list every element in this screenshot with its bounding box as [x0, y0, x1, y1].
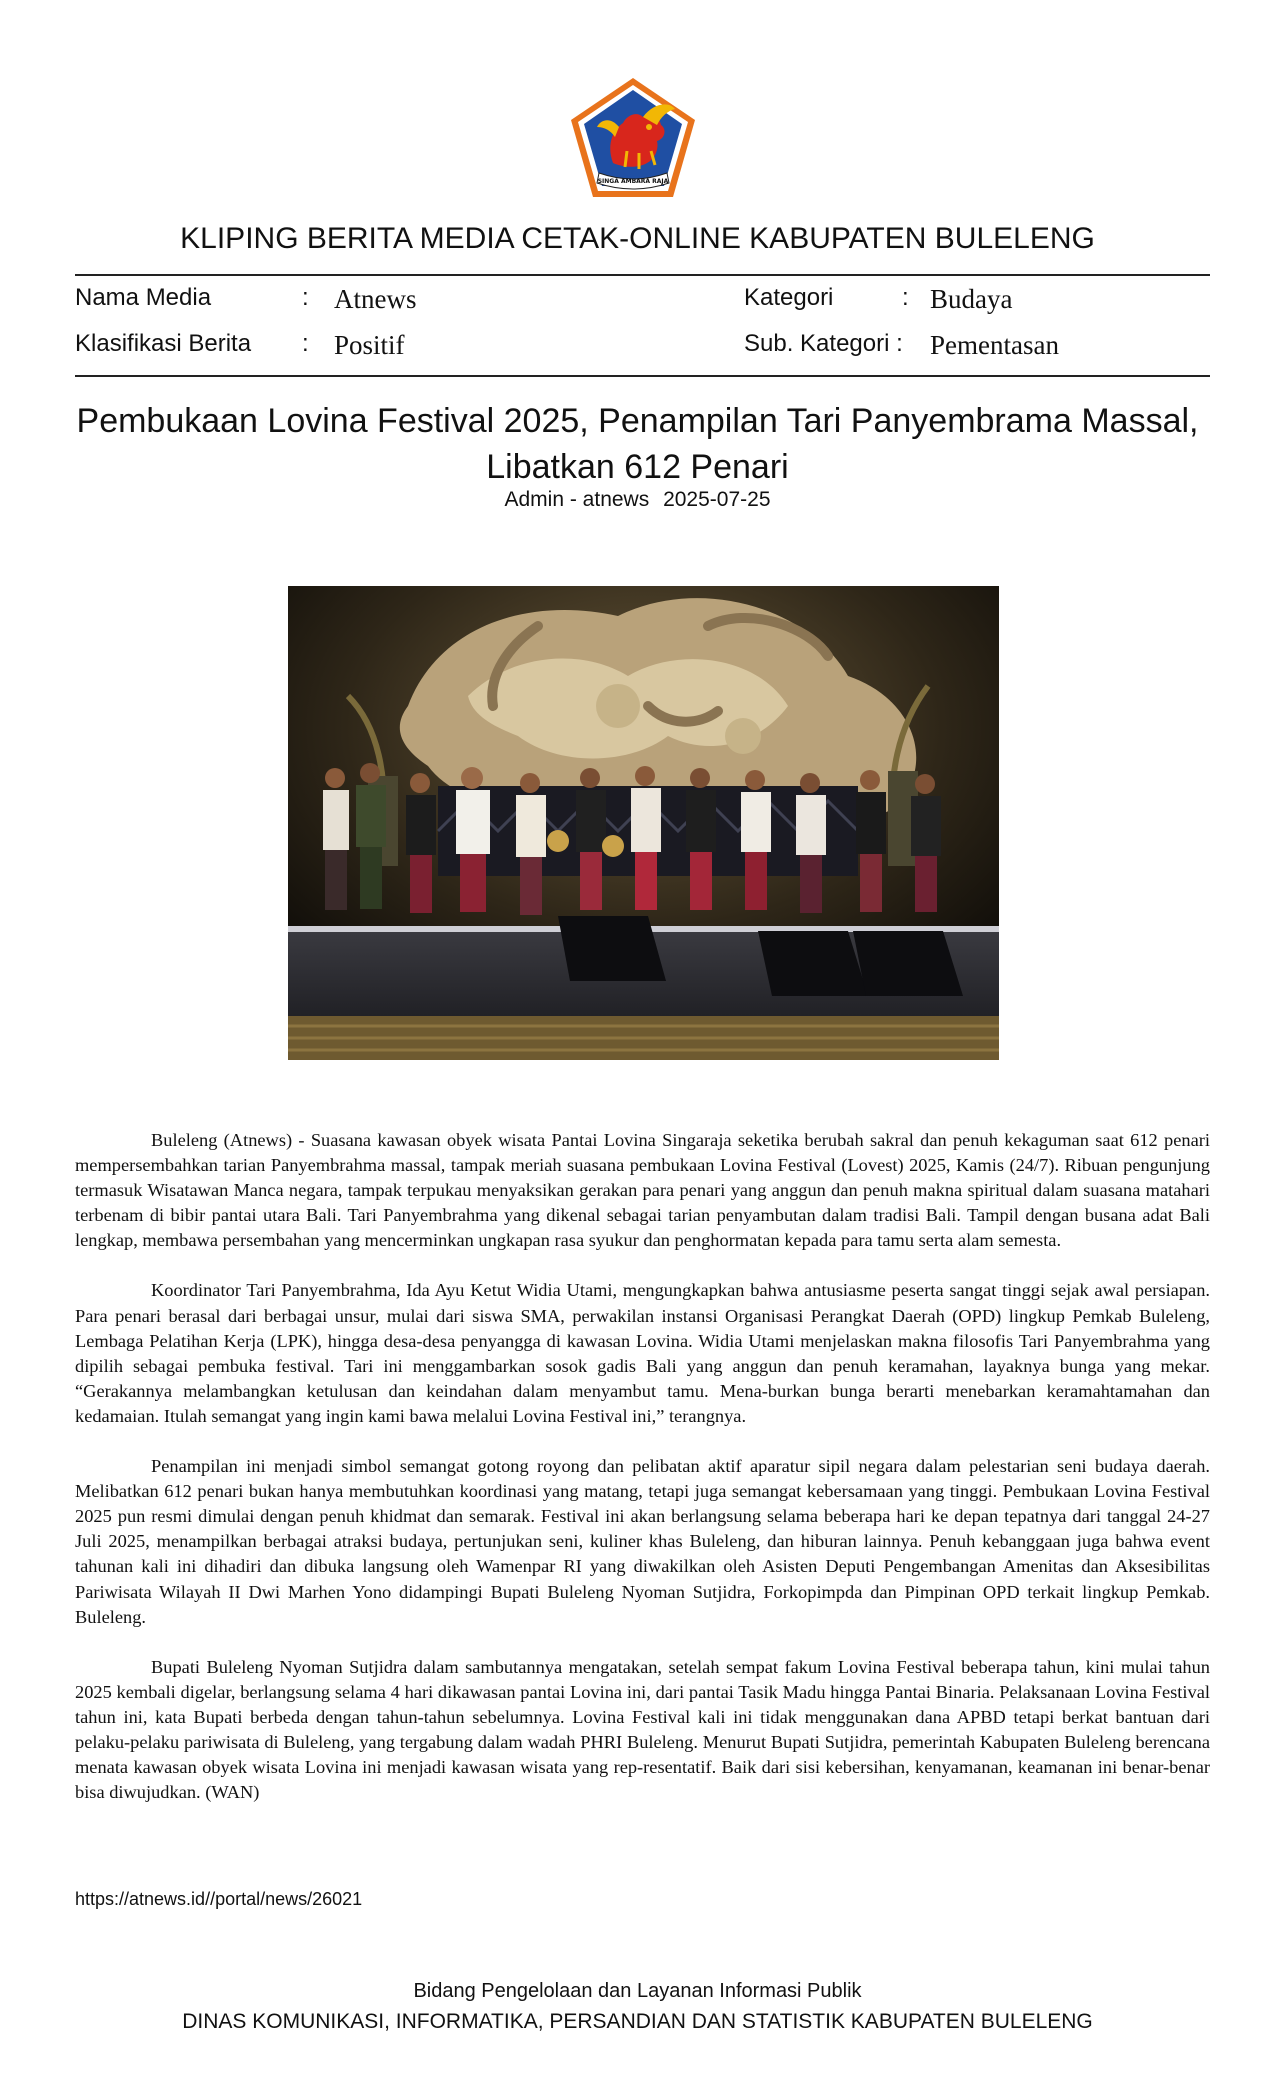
footer-agency: DINAS KOMUNIKASI, INFORMATIKA, PERSANDIAN DAN STATISTIK KABUPATEN BULELENG	[182, 2010, 1093, 2033]
buleleng-logo-icon	[567, 75, 699, 201]
divider-top	[75, 274, 1210, 276]
article-paragraph: Koordinator Tari Panyembrahma, Ida Ayu Ketut Widia Utami, mengungkapkan bahwa antusiasme peserta sangat tinggi sejak awal persiapan. Para penari berasal dari berbagai unsur, mulai dari siswa SMA, perwakilan instansi Organisasi Perangkat Daerah (OPD) lingkup Pemkab Buleleng, Lembaga Pelatihan Kerja (LPK), hingga desa-desa penyangga di kawasan Lovina. Widia Utami menjelaskan makna filosofis Tari Panyembrahma yang dipilih sebagai pembuka festival. Tari ini menggambarkan sosok gadis Bali yang anggun dan penuh keramahan, layaknya bunga yang mekar. “Gerakannya melambangkan ketulusan dan keindahan dalam menyambut tamu. Mena-burkan bunga berarti menebarkan keramahtamahan dan kedamaian. Itulah semangat yang ingin kami bawa melalui Lovina Festival ini,” terangnya.	[75, 1280, 1210, 1426]
media-value: Atnews	[334, 284, 417, 314]
kategori-label: Kategori	[744, 284, 834, 311]
klasifikasi-value: Positif	[334, 330, 405, 360]
kategori-value: Budaya	[930, 284, 1013, 314]
article-paragraph: Penampilan ini menjadi simbol semangat gotong royong dan pelibatan aktif aparatur sipil negara dalam pelestarian seni budaya daerah. Melibatkan 612 penari bukan hanya membutuhkan koordinasi yang matang, tetapi juga semangat kebersamaan yang tinggi. Pembukaan Lovina Festival 2025 pun resmi dimulai dengan penuh khidmat dan semarak. Festival ini akan berlangsung selama beberapa hari ke depan tepatnya dari tanggal 24-27 Juli 2025, menampilkan berbagai atraksi budaya, pertunjukan seni, kuliner khas Buleleng, dan hiburan lainnya. Penuh kebanggaan juga bahwa event tahunan kali ini dihadiri dan dibuka langsung oleh Wamenpar RI yang diwakilkan oleh Asisten Deputi Pengembangan Amenitas dan Aksesibilitas Pariwisata Wilayah II Dwi Marhen Yono didampingi Bupati Buleleng Nyoman Sutjidra, Forkopimpda dan Pimpinan OPD terkait lingkup Pemkab. Buleleng.	[75, 1456, 1210, 1627]
article-paragraph: Buleleng (Atnews) - Suasana kawasan obyek wisata Pantai Lovina Singaraja seketika berubah sakral dan penuh kekaguman saat 612 penari mempersembahkan tarian Panyembrahma massal, tampak meriah suasana pembukaan Lovina Festival (Lovest) 2025, Kamis (24/7). Ribuan pengunjung termasuk Wisatawan Manca negara, tampak terpukau menyaksikan gerakan para penari yang anggun dan penuh makna spiritual dalam suasana matahari terbenam di bibir pantai utara Bali. Tari Panyembrahma yang dikenal sebagai tarian penyambutan dalam tradisi Bali. Tampil dengan busana adat Bali lengkap, membawa persembahan yang mencerminkan ungkapan rasa syukur dan penghormatan kepada para tamu serta alam semesta.	[75, 1130, 1210, 1251]
headline-line-2: Libatkan 612 Penari	[486, 448, 789, 486]
article-author: Admin - atnews	[504, 488, 650, 511]
article-date: 2025-07-25	[663, 488, 771, 511]
logo-motto: SINGA AMBARA RAJA	[597, 178, 669, 185]
kategori-colon: :	[902, 284, 909, 311]
klasifikasi-colon: :	[302, 330, 309, 357]
headline-line-1: Pembukaan Lovina Festival 2025, Penampilan Tari Panyembrama Massal,	[76, 402, 1199, 440]
stage-ceremony-photo-icon	[288, 586, 999, 1060]
subkategori-value: Pementasan	[930, 330, 1059, 360]
article-byline	[0, 488, 1275, 512]
media-label: Nama Media	[75, 284, 212, 311]
article-headline	[60, 398, 1215, 490]
footer-department: Bidang Pengelolaan dan Layanan Informasi Publik	[413, 1980, 862, 2002]
klasifikasi-label: Klasifikasi Berita	[75, 330, 252, 357]
article-body	[75, 1128, 1210, 1830]
divider-bottom	[75, 375, 1210, 377]
media-colon: :	[302, 284, 309, 311]
article-photo	[288, 586, 999, 1060]
article-paragraph: Bupati Buleleng Nyoman Sutjidra dalam sambutannya mengatakan, setelah sempat fakum Lovina Festival beberapa tahun, kini mulai tahun 2025 kembali digelar, berlangsung selama 4 hari dikawasan pantai Lovina ini, dari pantai Tasik Madu hingga Pantai Binaria. Pelaksanaan Lovina Festival tahun ini, kata Bupati berbeda dengan tahun-tahun sebelumnya. Lovina Festival kali ini tidak menggunakan dana APBD tetapi berkat bantuan dari pelaku-pelaku pariwisata di Buleleng, yang tergabung dalam wadah PHRI Buleleng. Menurut Bupati Sutjidra, pemerintah Kabupaten Buleleng berencana menata kawasan obyek wisata Lovina ini menjadi kawasan wisata yang rep-resentatif. Baik dari sisi kebersihan, kenyamanan, keamanan ini benar-benar bisa diwujudkan. (WAN)	[75, 1656, 1210, 1803]
subkategori-label: Sub. Kategori :	[744, 330, 903, 357]
clipping-header-title: KLIPING BERITA MEDIA CETAK-ONLINE KABUPATEN BULELENG	[180, 222, 1095, 255]
source-link[interactable]: https://atnews.id//portal/news/26021	[75, 1889, 363, 1909]
